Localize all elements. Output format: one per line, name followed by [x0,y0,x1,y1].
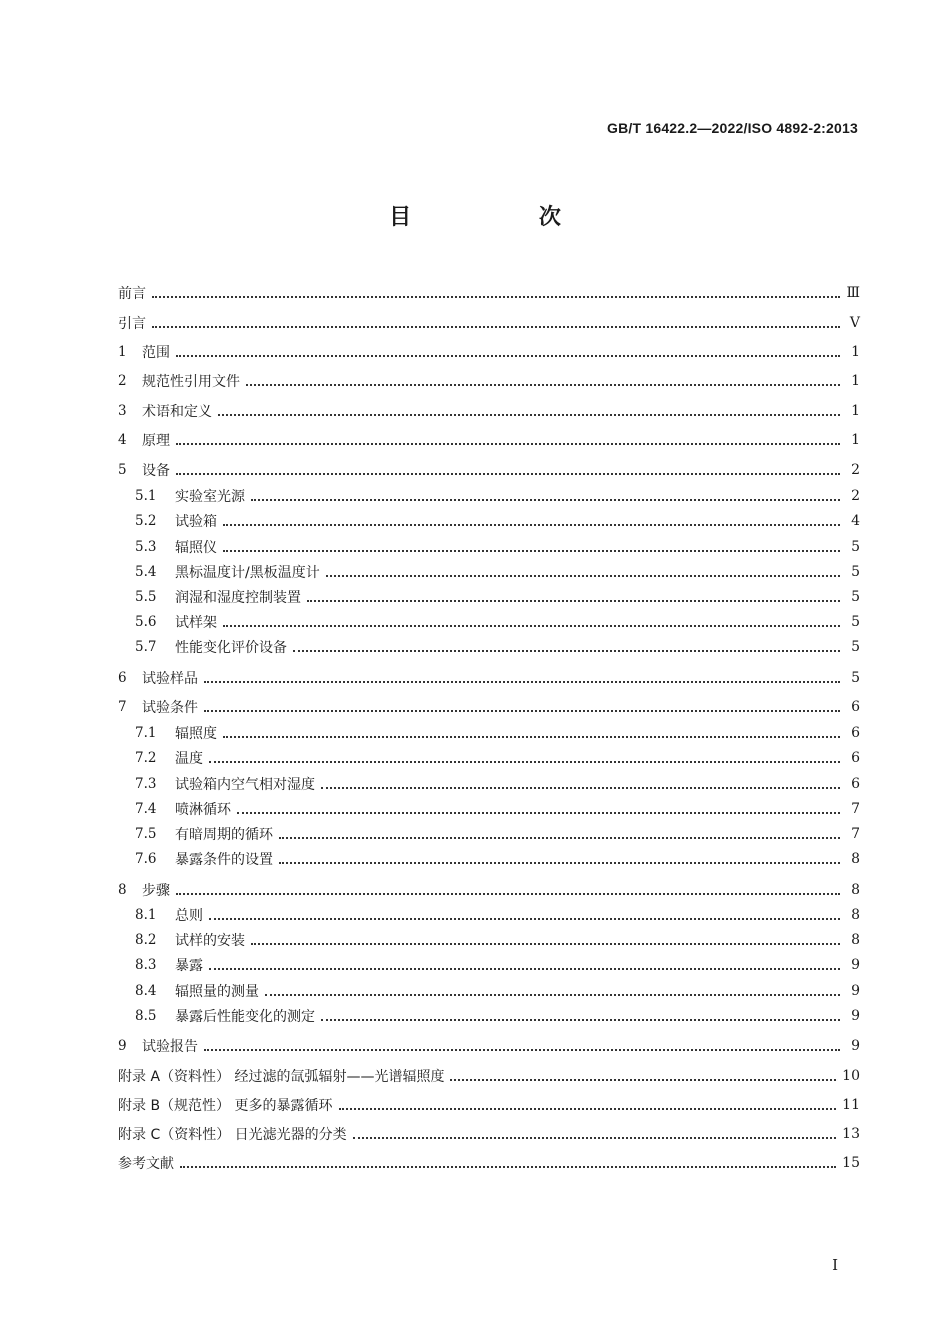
toc-entry-title: 总则 [175,908,203,924]
toc-entry-page: 9 [851,1038,860,1054]
dot-leader [152,324,840,328]
dot-leader [353,1135,836,1139]
toc-entry-page: 2 [851,462,860,478]
dot-leader [293,648,840,652]
toc-entry-title: 暴露 [175,958,203,974]
toc-entry-page: 5 [851,614,860,630]
toc-entry-page: 9 [851,957,860,973]
dot-leader [279,835,840,839]
dot-leader [223,548,840,552]
dot-leader [204,1047,840,1051]
toc-entry-number: 3 [118,403,127,419]
toc-entry[interactable] [118,848,860,870]
toc-entry-number: 7 [118,699,127,715]
dot-leader [204,679,840,683]
toc-entry-title: 试验报告 [142,1039,198,1055]
dot-leader [176,441,840,445]
toc-entry-title: 试验样品 [142,671,198,687]
toc-entry-number: 7.5 [135,826,157,842]
toc-entry-page: 10 [842,1068,860,1084]
dot-leader [326,573,840,577]
toc-entry-title: 附录 A（资料性） 经过滤的氙弧辐射——光谱辐照度 [118,1069,445,1085]
toc-entry[interactable] [118,459,860,481]
toc-entry[interactable] [118,536,860,558]
toc-entry[interactable] [118,798,860,820]
toc-entry[interactable] [118,341,860,363]
toc-entry-title: 引言 [118,316,146,332]
dot-leader [223,734,840,738]
dot-leader [251,497,840,501]
toc-entry[interactable] [118,282,860,304]
toc-entry-page: 6 [851,776,860,792]
toc-entry-title: 规范性引用文件 [142,374,240,390]
toc-entry-title: 试样架 [175,615,217,631]
dot-leader [180,1164,836,1168]
toc-entry[interactable] [118,696,860,718]
toc-entry-title: 辐照仪 [175,540,217,556]
dot-leader [176,353,840,357]
toc-entry-title: 喷淋循环 [175,802,231,818]
toc-entry-title: 术语和定义 [142,404,212,420]
toc-entry-title: 参考文献 [118,1156,174,1172]
dot-leader [321,1017,840,1021]
toc-entry-page: 6 [851,725,860,741]
toc-entry-page: 9 [851,1008,860,1024]
dot-leader [209,966,840,970]
dot-leader [223,623,840,627]
dot-leader [218,412,840,416]
toc-entry-title: 试验箱内空气相对湿度 [175,777,315,793]
toc-entry-number: 5 [118,462,127,478]
toc-entry-title: 暴露条件的设置 [175,852,273,868]
toc-entry-page: 5 [851,670,860,686]
toc-entry[interactable] [118,485,860,507]
toc-entry[interactable] [118,586,860,608]
dot-leader [237,810,840,814]
toc-entry-title: 润湿和湿度控制装置 [175,590,301,606]
toc-entry-title: 辐照量的测量 [175,984,259,1000]
toc-entry-page: 9 [851,983,860,999]
toc-entry-number: 5.7 [135,639,157,655]
toc-entry[interactable] [118,611,860,633]
toc-entry[interactable] [118,561,860,583]
toc-entry[interactable] [118,510,860,532]
toc-entry-number: 5.5 [135,589,157,605]
toc-entry-page: Ⅲ [846,285,860,301]
toc-entry-number: 5.3 [135,539,157,555]
toc-entry-number: 8.1 [135,907,157,923]
dot-leader [246,382,840,386]
toc-entry-number: 7.4 [135,801,157,817]
toc-entry-page: 7 [851,801,860,817]
toc-entry-page: 1 [851,432,860,448]
toc-entry-number: 8 [118,882,127,898]
toc-entry-title: 试验箱 [175,514,217,530]
dot-leader [209,916,840,920]
toc-entry-title: 辐照度 [175,726,217,742]
toc-entry[interactable] [118,904,860,926]
toc-entry-number: 7.2 [135,750,157,766]
toc-entry-number: 1 [118,344,127,360]
toc-entry-number: 5.4 [135,564,157,580]
toc-entry-number: 8.4 [135,983,157,999]
dot-leader [279,860,840,864]
toc-entry-page: 8 [851,851,860,867]
dot-leader [251,941,840,945]
toc-entry-number: 2 [118,373,127,389]
dot-leader [450,1077,836,1081]
dot-leader [152,294,840,298]
toc-entry[interactable] [118,1065,860,1087]
toc-entry[interactable] [118,636,860,658]
dot-leader [339,1106,837,1110]
page-title: 目 次 [389,205,621,230]
toc-entry[interactable] [118,370,860,392]
toc-entry[interactable] [118,954,860,976]
toc-entry-title: 设备 [142,463,170,479]
toc-entry[interactable] [118,773,860,795]
toc-entry-page: 5 [851,639,860,655]
toc-entry-page: 8 [851,882,860,898]
toc-entry[interactable] [118,980,860,1002]
toc-entry[interactable] [118,722,860,744]
toc-entry-title: 附录 C（资料性） 日光滤光器的分类 [118,1127,347,1143]
toc-entry-number: 8.3 [135,957,157,973]
toc-entry-title: 附录 B（规范性） 更多的暴露循环 [118,1098,333,1114]
toc-entry[interactable] [118,667,860,689]
toc-entry-page: 4 [851,513,860,529]
toc-entry-title: 范围 [142,345,170,361]
toc-entry[interactable] [118,747,860,769]
toc-entry-title: 试样的安装 [175,933,245,949]
dot-leader [176,471,840,475]
toc-entry-number: 5.6 [135,614,157,630]
toc-entry-title: 性能变化评价设备 [175,640,287,656]
toc-entry[interactable] [118,929,860,951]
toc-entry-number: 5.1 [135,488,157,504]
toc-entry-number: 4 [118,432,127,448]
toc-entry-number: 9 [118,1038,127,1054]
toc-entry-page: 8 [851,907,860,923]
toc-entry-page: 6 [851,699,860,715]
toc-entry-page: 1 [851,344,860,360]
toc-entry[interactable] [118,429,860,451]
toc-entry[interactable] [118,1094,860,1116]
toc-entry[interactable] [118,400,860,422]
toc-entry[interactable] [118,1152,860,1174]
toc-entry-number: 8.2 [135,932,157,948]
toc-entry[interactable] [118,879,860,901]
toc-entry-title: 步骤 [142,883,170,899]
toc-entry-number: 6 [118,670,127,686]
dot-leader [321,785,840,789]
dot-leader [176,891,840,895]
toc-entry-page: 1 [851,373,860,389]
toc-entry-page: 2 [851,488,860,504]
toc-entry-title: 温度 [175,751,203,767]
toc-entry-page: 6 [851,750,860,766]
toc-entry[interactable] [118,823,860,845]
toc-entry-title: 黑标温度计/黑板温度计 [175,565,320,581]
toc-entry-page: 7 [851,826,860,842]
toc-entry-number: 5.2 [135,513,157,529]
toc-entry-page: 11 [842,1097,860,1113]
toc-entry-page: 8 [851,932,860,948]
toc-entry-number: 7.1 [135,725,157,741]
toc-entry[interactable] [118,1123,860,1145]
dot-leader [265,992,840,996]
toc-entry-title: 实验室光源 [175,489,245,505]
toc-entry-number: 7.6 [135,851,157,867]
toc-entry-page: 5 [851,589,860,605]
toc-entry[interactable] [118,312,860,334]
dot-leader [204,708,840,712]
toc-entry-number: 7.3 [135,776,157,792]
toc-entry[interactable] [118,1005,860,1027]
toc-entry[interactable] [118,1035,860,1057]
toc-entry-title: 前言 [118,286,146,302]
toc-entry-title: 有暗周期的循环 [175,827,273,843]
page-number: I [832,1256,838,1274]
dot-leader [223,522,840,526]
toc-entry-page: 1 [851,403,860,419]
toc-entry-page: 5 [851,539,860,555]
dot-leader [307,598,840,602]
toc-entry-page: 15 [842,1155,860,1171]
toc-entry-page: Ⅴ [849,315,860,331]
dot-leader [209,759,840,763]
standard-code: GB/T 16422.2—2022/ISO 4892-2:2013 [607,120,858,136]
toc-entry-page: 5 [851,564,860,580]
toc-entry-number: 8.5 [135,1008,157,1024]
toc-entry-title: 暴露后性能变化的测定 [175,1009,315,1025]
toc-entry-page: 13 [842,1126,860,1142]
toc-entry-title: 原理 [142,433,170,449]
toc-entry-title: 试验条件 [142,700,198,716]
